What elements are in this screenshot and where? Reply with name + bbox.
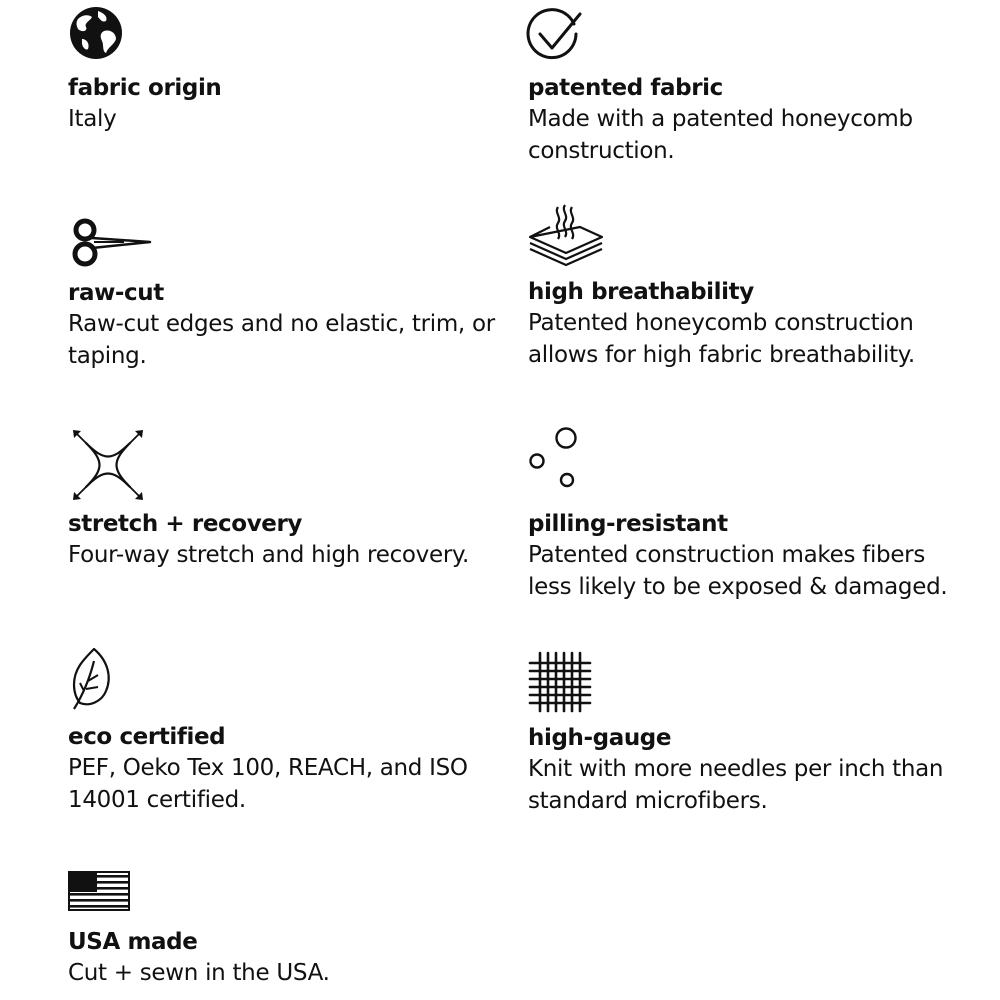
feature-high-gauge bbox=[528, 645, 968, 825]
feature-title: raw-cut bbox=[68, 280, 164, 306]
feature-title: patented fabric bbox=[528, 75, 723, 101]
feature-description: Knit with more needles per inch than standard microfibers. bbox=[528, 756, 944, 814]
feature-usa-made bbox=[68, 865, 508, 995]
feature-patented-fabric bbox=[528, 0, 968, 170]
feature-description: Made with a patented honeycomb construction. bbox=[528, 106, 913, 164]
feature-description: Patented honeycomb construction allows for high fabric breathability. bbox=[528, 310, 915, 368]
feature-raw-cut bbox=[68, 210, 508, 380]
feature-eco-certified bbox=[68, 645, 508, 825]
checkmark-circle-icon bbox=[528, 8, 608, 80]
feature-high-breathability bbox=[528, 200, 968, 380]
feature-stretch-recovery bbox=[68, 425, 508, 585]
feature-title: fabric origin bbox=[68, 75, 222, 101]
feature-title: high-gauge bbox=[528, 725, 672, 751]
feature-description: Four-way stretch and high recovery. bbox=[68, 542, 470, 568]
feature-description: Italy bbox=[68, 106, 117, 132]
feature-fabric-origin bbox=[68, 0, 508, 150]
feature-title: pilling-resistant bbox=[528, 511, 728, 537]
knit-grid-icon bbox=[528, 651, 608, 723]
feature-description: Raw-cut edges and no elastic, trim, or taping. bbox=[68, 311, 495, 369]
four-way-stretch-icon bbox=[68, 425, 148, 497]
feature-pilling-resistant bbox=[528, 425, 968, 615]
leaf-icon bbox=[68, 647, 148, 719]
globe-icon bbox=[68, 5, 148, 77]
breathable-layers-icon bbox=[528, 203, 608, 275]
feature-title: eco certified bbox=[68, 724, 226, 750]
feature-description: PEF, Oeko Tex 100, REACH, and ISO 14001 certified. bbox=[68, 755, 468, 813]
bubbles-icon bbox=[528, 425, 608, 497]
feature-description: Cut + sewn in the USA. bbox=[68, 960, 330, 986]
feature-title: USA made bbox=[68, 929, 198, 955]
feature-description: Patented construction makes fibers less likely to be exposed & damaged. bbox=[528, 542, 948, 600]
feature-title: stretch + recovery bbox=[68, 511, 303, 537]
feature-title: high breathability bbox=[528, 279, 754, 305]
